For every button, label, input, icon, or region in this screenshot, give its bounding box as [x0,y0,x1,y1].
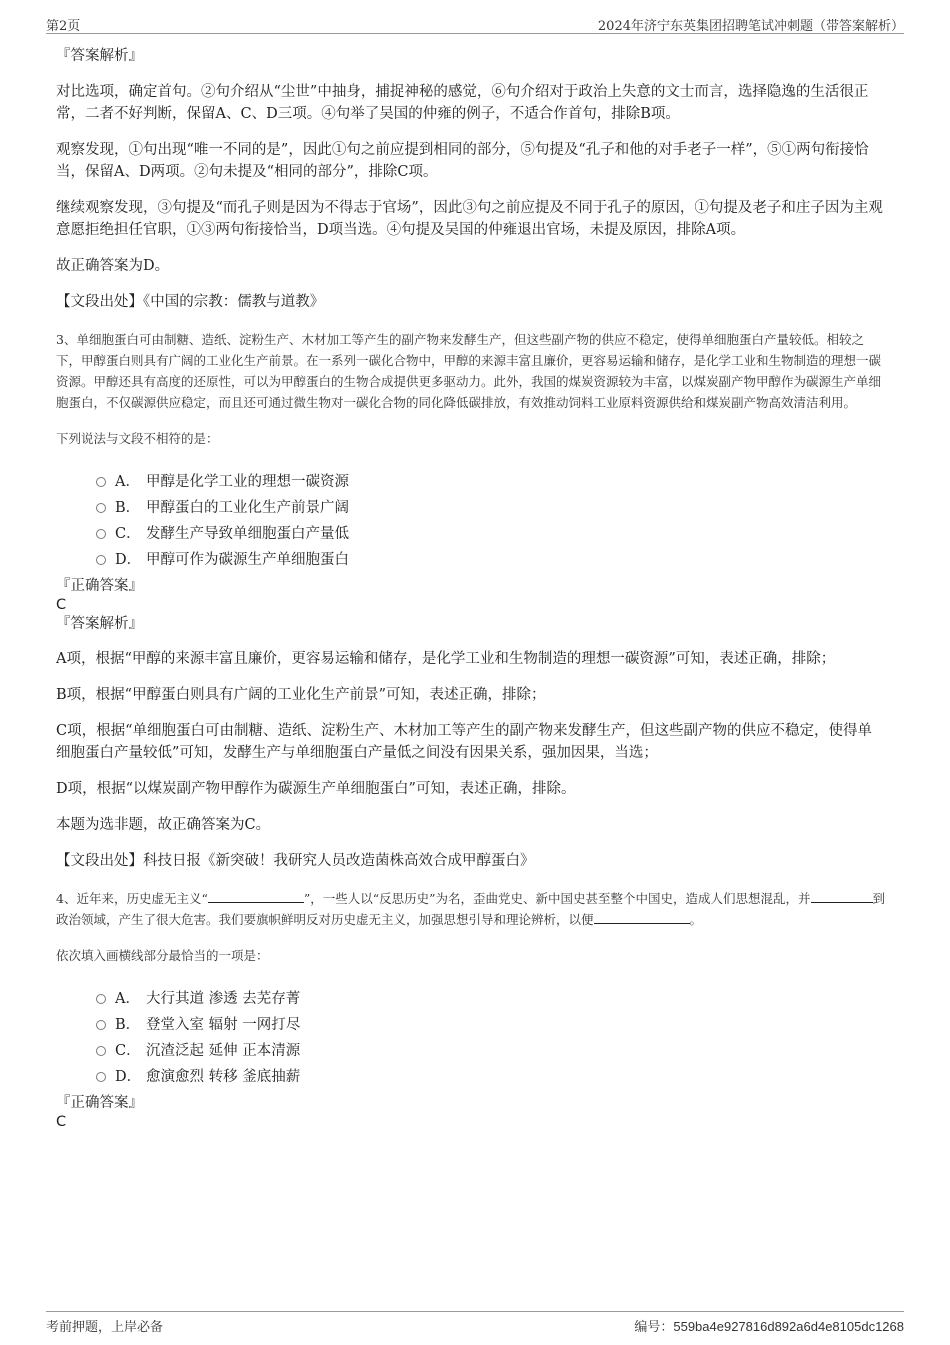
radio-icon[interactable] [96,994,106,1004]
q2-analysis-label: 『答案解析』 [56,48,143,64]
radio-icon[interactable] [96,555,106,565]
option-letter: D． [115,551,142,568]
q2-analysis-paragraph: 对比选项，确定首句。②句介绍从“尘世”中抽身，捕捉神秘的感觉，⑥句介绍对于政治上失意的文士而言，选择隐逸的生活很正常，二者不好判断，保留A、C、D三项。④句举了吴国的仲雍的例子，不适合作首句，排除B项。 [56,84,869,122]
q3-option-d[interactable] [96,545,886,571]
option-text: 甲醇蛋白的工业化生产前景广阔 [146,499,349,516]
page-number: 第2页 [46,19,81,34]
q3-analysis-paragraph: A项，根据“甲醇的来源丰富且廉价，更容易运输和储存，是化学工业和生物制造的理想一碳资源”可知，表述正确，排除； [56,651,836,667]
q4-option-c[interactable] [96,1036,886,1062]
radio-icon[interactable] [96,1020,106,1030]
q4-passage-part: ”，一些人以“反思历史”为名，歪曲党史、新中国史甚至整个中国史，造成人们思想混乱，并 [303,891,811,906]
radio-icon[interactable] [96,477,106,487]
radio-icon[interactable] [96,529,106,539]
fill-blank [811,889,873,903]
q4-option-a[interactable] [96,984,886,1010]
q4-option-d[interactable] [96,1062,886,1088]
option-letter: D． [115,1068,142,1085]
page-footer [46,1311,904,1333]
q3-answer: C [56,597,67,613]
document-title: 2024年济宁东英集团招聘笔试冲刺题（带答案解析） [597,19,904,34]
q3-analysis-paragraph: B项，根据“甲醇蛋白则具有广阔的工业化生产前景”可知，表述正确，排除； [56,687,546,703]
option-letter: A． [115,473,140,490]
radio-icon[interactable] [96,1072,106,1082]
option-text: 甲醇是化学工业的理想一碳资源 [146,473,349,490]
option-letter: C． [115,1042,141,1059]
footer-code-label: 编号： [634,1320,674,1335]
q4-options [96,984,886,1088]
radio-icon[interactable] [96,1046,106,1056]
q3-option-b[interactable] [96,493,886,519]
q3-stem: 下列说法与文段不相符的是： [56,431,219,446]
q2-analysis-paragraph: 观察发现，①句出现“唯一不同的是”，因此①句之前应提到相同的部分，⑤句提及“孔子和他的对手老子一样”，⑤①两句衔接恰当，保留A、D两项。②句未提及“相同的部分”，排除C项。 [56,142,869,180]
footer-code [634,1316,904,1335]
q3-options [96,467,886,571]
option-letter: B． [115,1016,141,1033]
option-text: 沉渣泛起 延伸 正本清源 [146,1042,301,1059]
q3-option-c[interactable] [96,519,886,545]
page-content [56,45,886,1132]
radio-icon[interactable] [96,503,106,513]
fill-blank [208,889,304,903]
q3-passage: 3、单细胞蛋白可由制糖、造纸、淀粉生产、木材加工等产生的副产物来发酵生产，但这些副产物的供应不稳定，使得单细胞蛋白产量较低。相较之下，甲醇蛋白则具有广阔的工业化生产前景。在一系列一碳化合物中，甲醇的来源丰富且廉价，更容易运输和储存，是化学工业和生物制造的理想一碳资源。甲醇还具有高度的还原性，可以为甲醇蛋白的生物合成提供更多驱动力。此外，我国的煤炭资源较为丰富，以煤炭副产物甲醇作为碳源生产单细胞蛋白，不仅碳源供应稳定，而且还可通过微生物对一碳化合物的同化降低碳排放，有效推动饲料工业原料资源供给和煤炭副产物高效清洁利用。 [56,332,882,410]
q3-analysis-paragraph: C项，根据“单细胞蛋白可由制糖、造纸、淀粉生产、木材加工等产生的副产物来发酵生产，但这些副产物的供应不稳定，使得单细胞蛋白产量较低”可知，发酵生产与单细胞蛋白产量低之间没有因果关系，强加因果，当选； [56,723,873,761]
q2-conclusion: 故正确答案为D。 [56,258,170,274]
q2-source: 【文段出处】《中国的宗教：儒教与道教》 [56,294,325,310]
option-text: 发酵生产导致单细胞蛋白产量低 [146,525,349,542]
fill-blank [594,910,690,924]
q3-answer-label: 『正确答案』 [56,578,143,594]
q4-answer-label: 『正确答案』 [56,1095,143,1111]
option-letter: C． [115,525,141,542]
option-text: 愈演愈烈 转移 釜底抽薪 [146,1068,301,1085]
option-text: 登堂入室 辐射 一网打尽 [146,1016,301,1033]
q3-analysis-label: 『答案解析』 [56,616,143,632]
q4-passage-part: 。 [689,912,703,927]
q3-conclusion: 本题为选非题，故正确答案为C。 [56,817,271,833]
q3-option-a[interactable] [96,467,886,493]
q4-passage-part: 到政治领域，产生了很大危害。我们要旗帜鲜明反对历史虚无主义，加强思想引导和理论辨析，以便 [56,891,886,927]
q4-option-b[interactable] [96,1010,886,1036]
q3-analysis-paragraph: D项，根据“以煤炭副产物甲醇作为碳源生产单细胞蛋白”可知，表述正确，排除。 [56,781,576,797]
q4-stem: 依次填入画横线部分最恰当的一项是： [56,948,269,963]
footer-code-value: 559ba4e927816d892a6d4e8105dc1268 [673,1319,904,1334]
q4-passage-part: 4、近年来，历史虚无主义“ [56,891,208,906]
footer-slogan: 考前押题，上岸必备 [46,1320,164,1335]
q4-answer: C [56,1114,67,1130]
q2-analysis-paragraph: 继续观察发现，③句提及“而孔子则是因为不得志于官场”，因此③句之前应提及不同于孔子的原因，①句提及老子和庄子因为主观意愿拒绝担任官职，①③两句衔接恰当，D项当选。④句提及吴国的仲雍退出官场，未提及原因，排除A项。 [56,200,883,238]
option-text: 甲醇可作为碳源生产单细胞蛋白 [146,551,349,568]
option-text: 大行其道 渗透 去芜存菁 [146,990,301,1007]
q4-passage [56,888,886,930]
option-letter: B． [115,499,141,516]
option-letter: A． [115,990,140,1007]
page-header [46,12,904,34]
q3-source: 【文段出处】科技日报《新突破！我研究人员改造菌株高效合成甲醇蛋白》 [56,853,535,869]
